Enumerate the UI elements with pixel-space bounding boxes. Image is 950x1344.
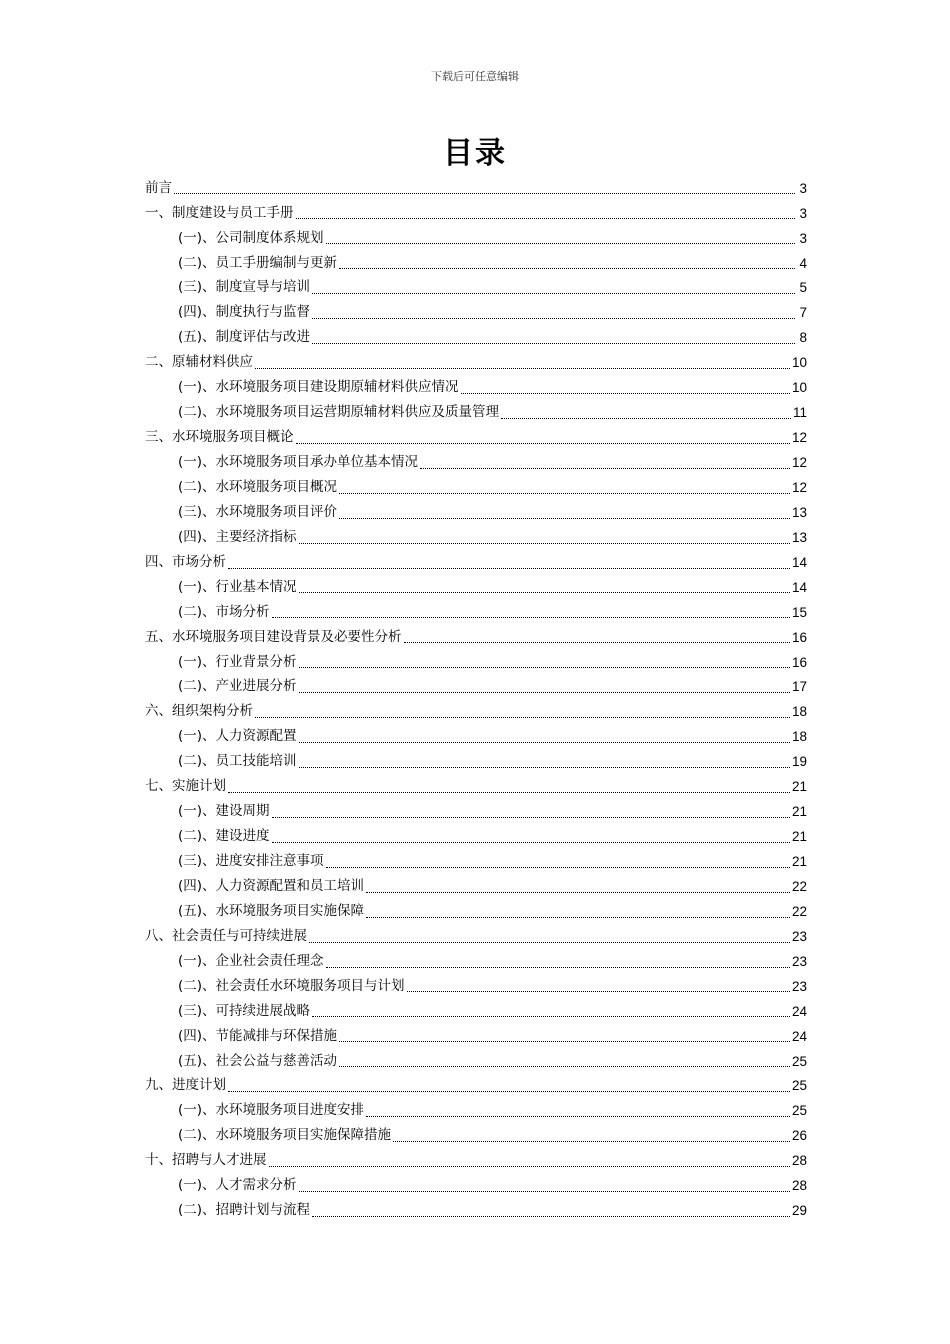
toc-dot-leader [339, 1065, 790, 1067]
toc-entry-title: (一)、人力资源配置 [178, 728, 297, 745]
toc-page-number: 25 [791, 1103, 807, 1119]
toc-dot-leader [228, 791, 790, 793]
toc-entry-title: (一)、水环境服务项目建设期原辅材料供应情况 [178, 379, 459, 396]
toc-page-number: 3 [799, 205, 807, 221]
toc-subsection-link[interactable] [145, 799, 807, 824]
toc-page-number: 16 [791, 629, 807, 645]
toc-entry-title: (一)、水环境服务项目进度安排 [178, 1102, 365, 1119]
toc-page-number: 3 [799, 180, 807, 196]
toc-subsection-link[interactable] [145, 949, 807, 974]
toc-section-link[interactable] [145, 775, 807, 800]
toc-dot-leader [296, 217, 796, 219]
toc-subsection-link[interactable] [145, 525, 807, 550]
toc-entry-title: (二)、水环境服务项目概况 [178, 478, 338, 495]
toc-dot-leader [461, 392, 790, 394]
toc-entry-title: 八、社会责任与可持续进展 [145, 927, 307, 944]
toc-dot-leader [299, 591, 790, 593]
toc-dot-leader [309, 941, 790, 943]
toc-dot-leader [326, 242, 795, 244]
toc-dot-leader [228, 567, 790, 569]
toc-subsection-link[interactable] [145, 450, 807, 475]
toc-subsection-link[interactable] [145, 226, 807, 251]
toc-page-number: 23 [791, 978, 807, 994]
toc-dot-leader [299, 542, 790, 544]
toc-entry-title: (五)、水环境服务项目实施保障 [178, 902, 365, 919]
toc-section-link[interactable] [145, 201, 807, 226]
toc-page-number: 10 [791, 380, 807, 396]
toc-page-number: 28 [791, 1178, 807, 1194]
toc-subsection-link[interactable] [145, 675, 807, 700]
toc-page-number: 22 [791, 903, 807, 919]
toc-entry-title: (三)、制度宣导与培训 [178, 279, 311, 296]
toc-entry-title: 一、制度建设与员工手册 [145, 204, 294, 221]
toc-dot-leader [339, 1040, 790, 1042]
toc-entry-title: (一)、水环境服务项目承办单位基本情况 [178, 454, 419, 471]
toc-entry-title: (一)、行业基本情况 [178, 578, 297, 595]
toc-subsection-link[interactable] [145, 824, 807, 849]
toc-section-link[interactable] [145, 1074, 807, 1099]
toc-dot-leader [299, 766, 790, 768]
toc-page-number: 14 [791, 554, 807, 570]
toc-page-number: 13 [791, 529, 807, 545]
toc-subsection-link[interactable] [145, 376, 807, 401]
toc-page-number: 13 [791, 504, 807, 520]
toc-dot-leader [404, 641, 790, 643]
toc-page-number: 8 [799, 330, 807, 346]
toc-section-link[interactable] [145, 550, 807, 575]
toc-entry-title: (五)、社会公益与慈善活动 [178, 1052, 338, 1069]
toc-section-link[interactable] [145, 700, 807, 725]
toc-entry-title: 五、水环境服务项目建设背景及必要性分析 [145, 628, 402, 645]
toc-dot-leader [312, 317, 795, 319]
toc-section-link[interactable] [145, 924, 807, 949]
toc-dot-leader [272, 816, 790, 818]
toc-subsection-link[interactable] [145, 1099, 807, 1124]
toc-subsection-link[interactable] [145, 999, 807, 1024]
toc-dot-leader [339, 492, 790, 494]
toc-dot-leader [299, 741, 790, 743]
toc-entry-title: 十、招聘与人才进展 [145, 1152, 267, 1169]
table-of-contents [145, 176, 807, 1223]
toc-entry-title: (一)、人才需求分析 [178, 1177, 297, 1194]
toc-entry-title: (四)、制度执行与监督 [178, 304, 311, 321]
toc-subsection-link[interactable] [145, 1124, 807, 1149]
toc-entry-title: (二)、产业进展分析 [178, 678, 297, 695]
toc-subsection-link[interactable] [145, 974, 807, 999]
toc-dot-leader [393, 1140, 790, 1142]
toc-page-number: 4 [799, 255, 807, 271]
toc-entry-title: (一)、公司制度体系规划 [178, 229, 324, 246]
toc-dot-leader [407, 990, 790, 992]
toc-dot-leader [228, 1090, 790, 1092]
toc-entry-title: (四)、人力资源配置和员工培训 [178, 877, 365, 894]
toc-dot-leader [255, 367, 790, 369]
toc-subsection-link[interactable] [145, 1198, 807, 1223]
toc-dot-leader [272, 841, 790, 843]
toc-page-number: 21 [791, 854, 807, 870]
toc-entry-title: (二)、水环境服务项目实施保障措施 [178, 1127, 392, 1144]
toc-page-number: 12 [791, 430, 807, 446]
toc-page-number: 24 [791, 1003, 807, 1019]
toc-subsection-link[interactable] [145, 1174, 807, 1199]
toc-page-number: 12 [791, 479, 807, 495]
toc-entry-title: 四、市场分析 [145, 553, 226, 570]
toc-dot-leader [366, 1115, 790, 1117]
toc-dot-leader [269, 1165, 790, 1167]
toc-page-number: 10 [791, 355, 807, 371]
toc-title: 目录 [443, 136, 507, 171]
toc-dot-leader [326, 966, 790, 968]
toc-entry-title: (三)、水环境服务项目评价 [178, 503, 338, 520]
toc-subsection-link[interactable] [145, 475, 807, 500]
toc-entry-title: (二)、员工技能培训 [178, 753, 297, 770]
toc-subsection-link[interactable] [145, 725, 807, 750]
toc-subsection-link[interactable] [145, 276, 807, 301]
toc-entry-title: (二)、招聘计划与流程 [178, 1202, 311, 1219]
toc-entry-title: 前言 [145, 179, 172, 196]
toc-page-number: 26 [791, 1128, 807, 1144]
toc-dot-leader [366, 891, 790, 893]
toc-dot-leader [339, 517, 790, 519]
toc-dot-leader [299, 1190, 790, 1192]
toc-dot-leader [272, 616, 790, 618]
toc-subsection-link[interactable] [145, 251, 807, 276]
toc-section-link[interactable] [145, 1149, 807, 1174]
toc-entry-title: (四)、节能减排与环保措施 [178, 1027, 338, 1044]
toc-dot-leader [312, 342, 795, 344]
toc-page-number: 22 [791, 878, 807, 894]
toc-subsection-link[interactable] [145, 400, 807, 425]
toc-page-number: 28 [791, 1153, 807, 1169]
toc-dot-leader [326, 866, 790, 868]
toc-entry-title: (一)、行业背景分析 [178, 653, 297, 670]
toc-page-number: 17 [791, 679, 807, 695]
toc-page-number: 25 [791, 1053, 807, 1069]
toc-page-number: 19 [791, 754, 807, 770]
toc-page-number: 21 [791, 804, 807, 820]
toc-subsection-link[interactable] [145, 1024, 807, 1049]
toc-page-number: 5 [799, 280, 807, 296]
toc-entry-title: (二)、员工手册编制与更新 [178, 254, 338, 271]
toc-page-number: 12 [791, 455, 807, 471]
toc-section-link[interactable] [145, 425, 807, 450]
toc-subsection-link[interactable] [145, 899, 807, 924]
toc-entry-title: (二)、水环境服务项目运营期原辅材料供应及质量管理 [178, 404, 500, 421]
toc-page-number: 29 [791, 1203, 807, 1219]
toc-subsection-link[interactable] [145, 301, 807, 326]
toc-entry-title: (二)、建设进度 [178, 828, 270, 845]
toc-page-number: 18 [791, 704, 807, 720]
toc-dot-leader [299, 666, 790, 668]
toc-page-number: 7 [799, 305, 807, 321]
toc-dot-leader [501, 417, 791, 419]
toc-entry-title: (三)、可持续进展战略 [178, 1002, 311, 1019]
toc-dot-leader [299, 691, 790, 693]
toc-dot-leader [312, 1215, 790, 1217]
page-header-note: 下载后可任意编辑 [431, 70, 519, 83]
toc-section-link[interactable] [145, 351, 807, 376]
toc-dot-leader [174, 192, 795, 194]
toc-section-link[interactable] [145, 625, 807, 650]
toc-subsection-link[interactable] [145, 849, 807, 874]
toc-subsection-link[interactable] [145, 500, 807, 525]
toc-entry-title: (一)、建设周期 [178, 803, 270, 820]
toc-dot-leader [366, 916, 790, 918]
toc-page-number: 23 [791, 953, 807, 969]
toc-subsection-link[interactable] [145, 1049, 807, 1074]
toc-dot-leader [312, 1015, 790, 1017]
toc-page-number: 16 [791, 654, 807, 670]
toc-entry-title: 九、进度计划 [145, 1077, 226, 1094]
toc-entry-title: (一)、企业社会责任理念 [178, 952, 324, 969]
toc-entry-title: (二)、市场分析 [178, 603, 270, 620]
toc-page-number: 15 [791, 604, 807, 620]
toc-entry-title: 二、原辅材料供应 [145, 354, 253, 371]
toc-entry-title: 三、水环境服务项目概论 [145, 429, 294, 446]
toc-entry-title: (二)、社会责任水环境服务项目与计划 [178, 977, 405, 994]
toc-subsection-link[interactable] [145, 750, 807, 775]
toc-subsection-link[interactable] [145, 650, 807, 675]
toc-page-number: 21 [791, 829, 807, 845]
toc-page-number: 25 [791, 1078, 807, 1094]
toc-subsection-link[interactable] [145, 326, 807, 351]
toc-entry-title: 六、组织架构分析 [145, 703, 253, 720]
toc-dot-leader [255, 716, 790, 718]
toc-subsection-link[interactable] [145, 575, 807, 600]
toc-entry-title: 七、实施计划 [145, 778, 226, 795]
toc-subsection-link[interactable] [145, 600, 807, 625]
toc-page-number: 11 [792, 405, 807, 421]
toc-entry-title: (四)、主要经济指标 [178, 528, 297, 545]
toc-dot-leader [420, 467, 790, 469]
toc-section-link[interactable] [145, 176, 807, 201]
toc-dot-leader [312, 292, 795, 294]
toc-page-number: 23 [791, 928, 807, 944]
toc-page-number: 24 [791, 1028, 807, 1044]
toc-page-number: 3 [799, 230, 807, 246]
toc-entry-title: (三)、进度安排注意事项 [178, 853, 324, 870]
toc-page-number: 21 [791, 779, 807, 795]
toc-dot-leader [339, 267, 795, 269]
toc-dot-leader [296, 442, 790, 444]
toc-page-number: 18 [791, 729, 807, 745]
toc-entry-title: (五)、制度评估与改进 [178, 329, 311, 346]
toc-page-number: 14 [791, 579, 807, 595]
toc-subsection-link[interactable] [145, 874, 807, 899]
